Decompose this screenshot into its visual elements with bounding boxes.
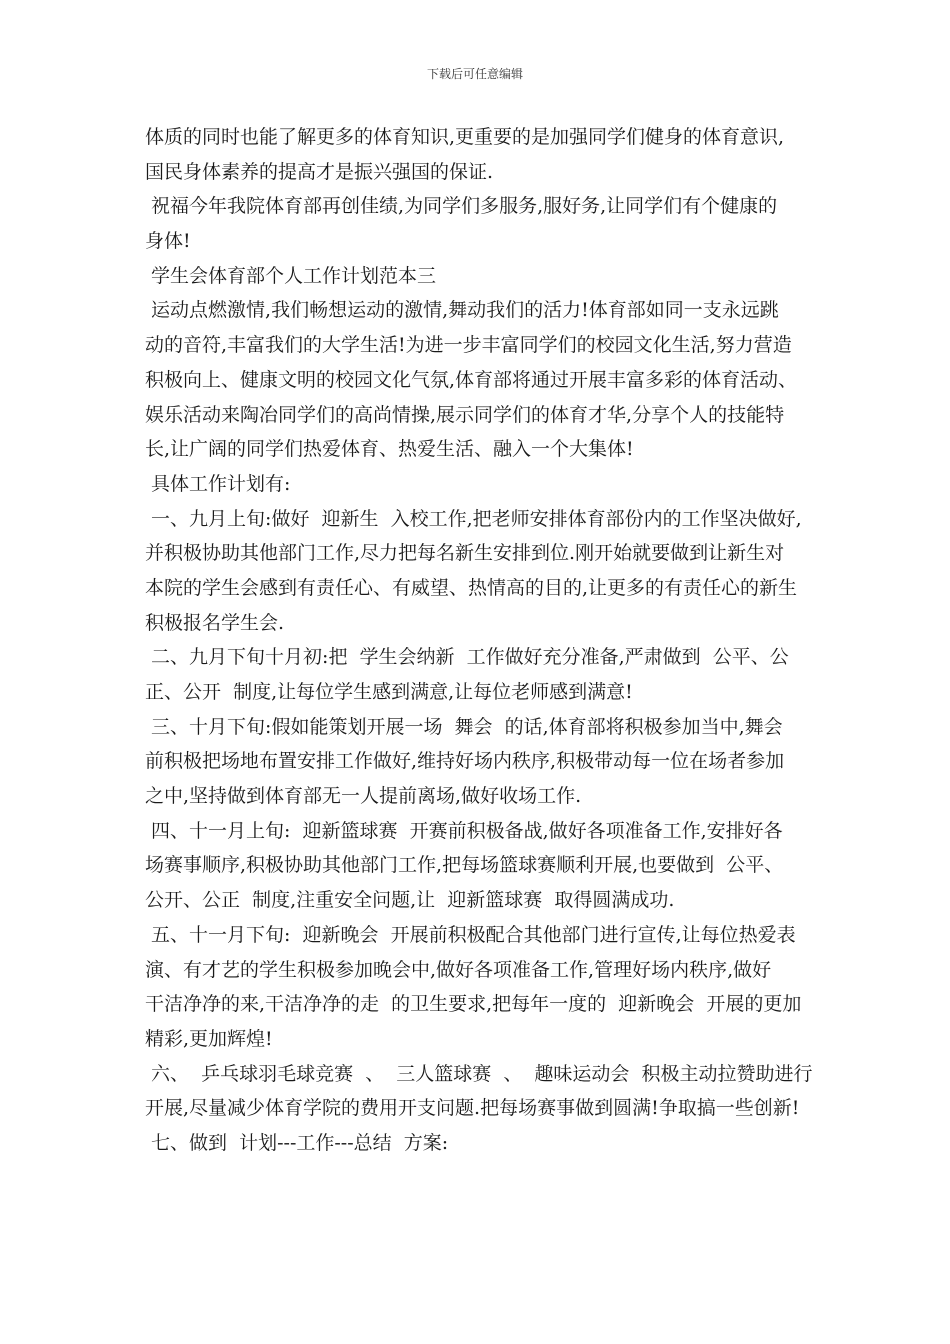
section-heading: 学生会体育部个人工作计划范本三	[145, 264, 437, 287]
document-body	[145, 120, 825, 1161]
text-line: 动的音符,丰富我们的大学生活!为进一步丰富同学们的校园文化生活,努力营造	[145, 334, 792, 357]
text-line: 正、公开 制度,让每位学生感到满意,让每位老师感到满意!	[145, 681, 633, 703]
text-line: 一、九月上旬:做好 迎新生 入校工作,把老师安排体育部份内的工作坚决做好,	[145, 507, 802, 530]
text-line: 具体工作计划有:	[145, 472, 291, 495]
text-line: 五、十一月下旬: 迎新晚会 开展前积极配合其他部门进行宣传,让每位热爱表	[145, 923, 796, 946]
text-line: 六、 乒乓球羽毛球竞赛 、 三人篮球赛 、 趣味运动会 积极主动拉赞助进行	[145, 1062, 813, 1085]
text-line: 演、有才艺的学生积极参加晚会中,做好各项准备工作,管理好场内秩序,做好	[145, 958, 772, 981]
text-line: 长,让广阔的同学们热爱体育、热爱生活、融入一个大集体!	[145, 438, 634, 461]
text-line: 精彩,更加辉煌!	[145, 1027, 273, 1050]
page-header: 下载后可任意编辑	[426, 67, 523, 81]
text-line: 身体!	[145, 230, 191, 253]
text-line: 场赛事顺序,积极协助其他部门工作,把每场篮球赛顺利开展,也要做到 公平、	[145, 854, 784, 877]
text-line: 开展,尽量减少体育学院的费用开支问题.把每场赛事做到圆满!争取搞一些创新!	[145, 1097, 800, 1120]
text-line: 四、十一月上旬: 迎新篮球赛 开赛前积极备战,做好各项准备工作,安排好各	[145, 819, 783, 842]
text-line: 国民身体素养的提高才是振兴强国的保证.	[145, 160, 494, 183]
text-line: 积极向上、健康文明的校园文化气氛,体育部将通过开展丰富多彩的体育活动、	[145, 368, 798, 391]
text-line: 三、十月下旬:假如能策划开展一场 舞会 的话,体育部将积极参加当中,舞会	[145, 715, 783, 738]
text-line: 之中,坚持做到体育部无一人提前离场,做好收场工作.	[145, 785, 582, 808]
text-line: 运动点燃激情,我们畅想运动的激情,舞动我们的活力!体育部如同一支永远跳	[145, 299, 779, 322]
text-line: 七、做到 计划---工作---总结 方案:	[145, 1131, 449, 1154]
text-line: 体质的同时也能了解更多的体育知识,更重要的是加强同学们健身的体育意识,	[145, 126, 785, 148]
text-line: 公开、公正 制度,注重安全问题,让 迎新篮球赛 取得圆满成功.	[145, 889, 675, 912]
text-line: 积极报名学生会.	[145, 611, 285, 634]
text-line: 本院的学生会感到有责任心、有威望、热情高的目的,让更多的有责任心的新生	[145, 576, 798, 599]
text-line: 祝福今年我院体育部再创佳绩,为同学们多服务,服好务,让同学们有个健康的	[145, 195, 778, 218]
text-line: 并积极协助其他部门工作,尽力把每名新生安排到位.刚开始就要做到让新生对	[145, 542, 785, 565]
text-line: 干洁净净的来,干洁净净的走 的卫生要求,把每年一度的 迎新晚会 开展的更加	[145, 993, 802, 1016]
text-line: 前积极把场地布置安排工作做好,维持好场内秩序,积极带动每一位在场者参加	[145, 750, 785, 773]
text-line: 娱乐活动来陶冶同学们的高尚情操,展示同学们的体育才华,分享个人的技能特	[145, 403, 785, 426]
text-line: 二、九月下旬十月初:把 学生会纳新 工作做好充分准备,严肃做到 公平、公	[145, 646, 789, 669]
